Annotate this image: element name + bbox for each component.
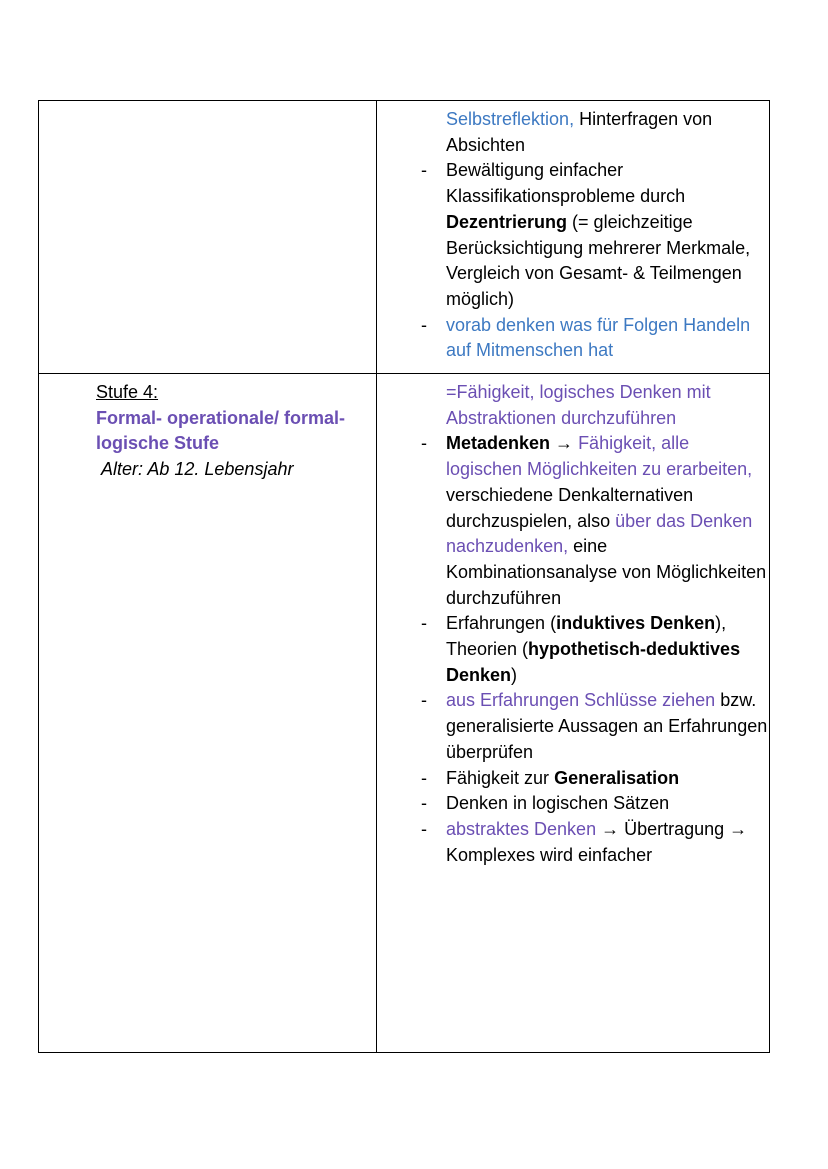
deduktives-term: hypothetisch-deduktives Denken [446, 639, 741, 685]
generalisation-term: Generalisation [554, 767, 680, 788]
item-text: verschiedene Denkalternativen durchzuspielen, also [446, 484, 694, 531]
item-text: Denken in logischen Sätzen [446, 793, 670, 814]
bullet-dash: - [421, 160, 427, 181]
row2-item4 [421, 766, 768, 792]
item-text: (= gleichzeitige Berücksichtigung mehrerer Merkmale, Vergleich von Gesamt- & Teilmengen möglich) [446, 211, 751, 309]
item-text: Erfahrungen ( [446, 613, 557, 634]
bullet-dash: - [421, 818, 427, 839]
item-text: über das Denken nachzudenken, [446, 510, 753, 557]
bullet-dash: - [421, 690, 427, 711]
row2-item3 [421, 688, 768, 765]
bullet-dash: - [421, 767, 427, 788]
row2-item6 [421, 817, 768, 868]
bullet-dash: - [421, 433, 427, 454]
row2-item1 [421, 431, 768, 611]
hinterfragen-text: Hinterfragen von Absichten [446, 109, 713, 155]
item-text: bzw. generalisierte Aussagen an Erfahrungen überprüfen [446, 690, 768, 762]
item-text: Fähigkeit zur [446, 767, 550, 788]
row2-left-cell [96, 380, 376, 483]
row1-right-cell [421, 107, 768, 364]
stages-table [38, 100, 770, 1053]
bullet-dash: - [421, 793, 427, 814]
item-text: ) [511, 664, 518, 685]
row1-line0 [446, 107, 768, 158]
bullet-dash: - [421, 613, 427, 634]
row1-item2 [421, 313, 768, 364]
row2-item5 [421, 791, 768, 817]
dezentrierung-term: Dezentrierung [446, 211, 568, 232]
bullet-dash: - [421, 314, 427, 335]
selbstreflektion-text: Selbstreflektion, [446, 109, 575, 129]
metadenken-term: Metadenken [446, 433, 551, 454]
stage-label: Stufe 4: [96, 382, 159, 402]
item-text: eine Kombinationsanalyse von Möglichkeiten durchzuführen [446, 536, 767, 608]
column-divider [376, 101, 377, 1052]
stage-title: Formal- operationale/ formal-logische Stufe [96, 407, 346, 454]
intro-text: =Fähigkeit, logisches Denken mit Abstraktionen durchzuführen [446, 382, 711, 428]
stage-age: Alter: Ab 12. Lebensjahr [101, 459, 294, 480]
item-text: vorab denken was für Folgen Handeln auf Mitmenschen hat [446, 314, 751, 361]
item-text: ), Theorien ( [446, 613, 727, 660]
row-divider [39, 373, 769, 374]
induktives-term: induktives Denken [556, 613, 716, 634]
item-text: aus Erfahrungen Schlüsse ziehen [446, 690, 716, 711]
item-text: → Übertragung → Komplexes wird einfacher [446, 818, 748, 865]
row2-right-cell [421, 380, 768, 868]
item-text: Fähigkeit, alle logischen Möglichkeiten zu erarbeiten, [446, 433, 753, 480]
row1-item1 [421, 158, 768, 312]
arrow-icon: → [555, 433, 574, 454]
item-text: Bewältigung einfacher Klassifikationsprobleme durch [446, 160, 686, 207]
item-text: abstraktes Denken [446, 818, 597, 839]
row2-item2 [421, 611, 768, 688]
